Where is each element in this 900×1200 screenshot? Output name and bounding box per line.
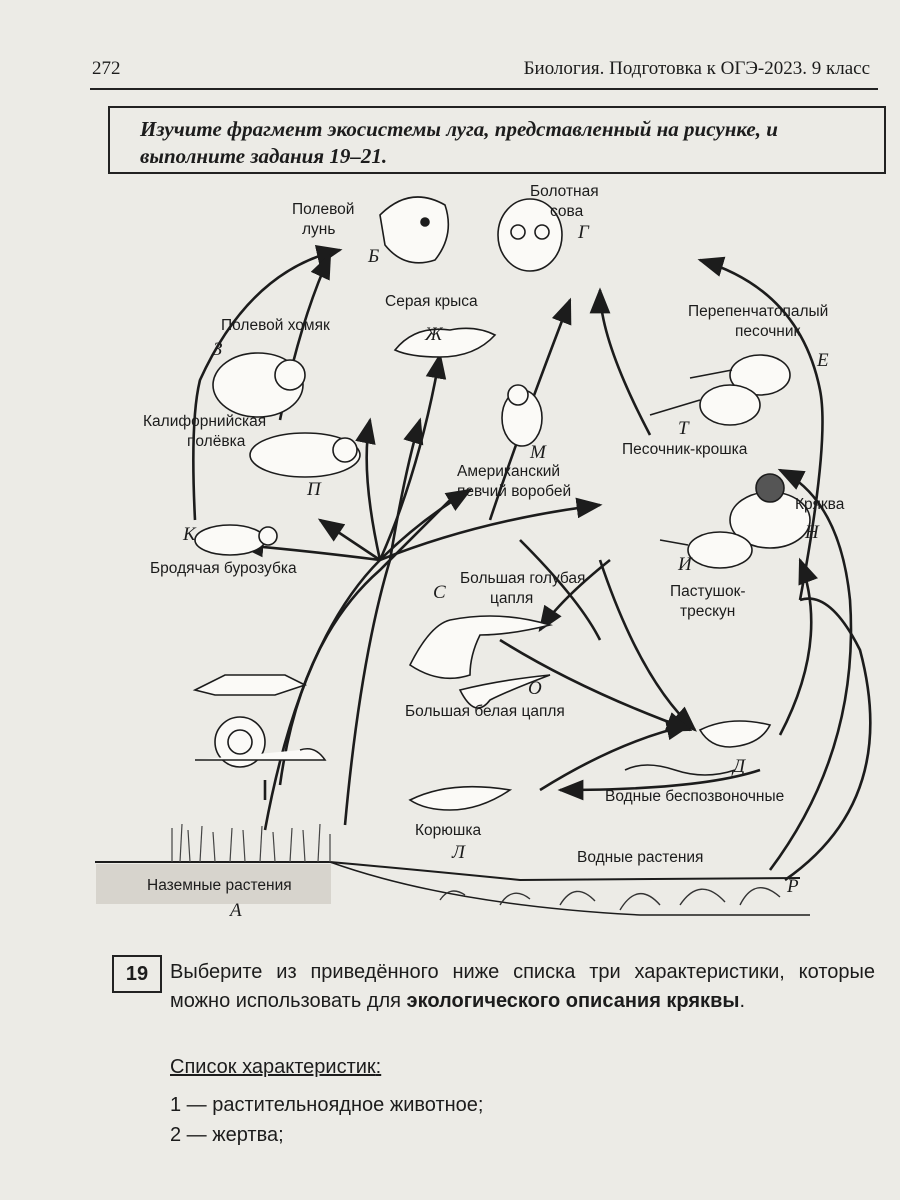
label-golubaya-tsaplya-1: Большая голубая xyxy=(460,570,586,587)
letter-b: Б xyxy=(368,246,380,267)
letter-t: Т xyxy=(678,418,689,439)
book-title: Биология. Подготовка к ОГЭ-2023. 9 класс xyxy=(523,58,870,79)
label-polevoy-lun-1: Полевой xyxy=(292,201,355,218)
page-number: 272 xyxy=(92,58,121,79)
label-perepenchatopaly-2: песочник xyxy=(735,323,801,340)
question-text-part1: Выберите из приведённого ниже списка три характеристики, которые можно использовать для xyxy=(170,961,875,1012)
list-item: 1 — растительноядное животное; xyxy=(170,1094,484,1116)
rail-sketch xyxy=(660,532,752,568)
rat-sketch xyxy=(395,328,495,357)
food-web-diagram xyxy=(0,180,900,940)
label-seraya-krysa: Серая крыса xyxy=(385,293,478,310)
letter-o: О xyxy=(528,678,542,699)
label-bolotnaya-sova-2: сова xyxy=(550,203,584,220)
header-divider xyxy=(90,88,878,90)
list-heading-text: Список характеристик xyxy=(170,1056,376,1078)
question-text-part2: . xyxy=(739,990,745,1012)
label-kaliforn-polevka-2: полёвка xyxy=(187,433,246,450)
question-text xyxy=(170,958,875,1016)
smelt-sketch xyxy=(410,787,510,810)
label-belaya-tsaplya: Большая белая цапля xyxy=(405,703,565,720)
label-vodnye-rasteniya: Водные растения xyxy=(577,849,704,866)
worm-sketch xyxy=(625,765,735,775)
label-vodnye-bespozv: Водные беспозвоночные xyxy=(605,788,785,805)
letter-zh: Ж xyxy=(425,324,443,345)
least-sandpiper-sketch xyxy=(650,385,760,425)
label-polevoy-homyak: Полевой хомяк xyxy=(221,317,330,334)
list-heading xyxy=(170,1056,381,1079)
label-koryushka: Корюшка xyxy=(415,822,482,839)
question-text-bold: экологического описания кряквы xyxy=(406,990,740,1012)
letter-p: П xyxy=(307,479,321,500)
grasshopper-sketch xyxy=(195,675,305,695)
letter-m: М xyxy=(530,442,546,463)
vole-sketch xyxy=(250,433,360,477)
heron-sketch xyxy=(410,616,550,678)
letter-a: А xyxy=(230,900,242,921)
letter-d: Д xyxy=(733,756,746,777)
letter-i: И xyxy=(678,554,692,575)
task-instruction-box xyxy=(108,106,886,174)
letter-n: Н xyxy=(805,522,819,543)
label-kryakva: Кряква xyxy=(795,496,845,513)
label-burozubka: Бродячая бурозубка xyxy=(150,560,297,577)
letter-e: Е xyxy=(817,350,829,371)
hamster-sketch xyxy=(213,353,305,417)
letter-z: З xyxy=(213,339,223,360)
label-pastushok-2: трескун xyxy=(680,603,736,620)
letter-l: Л xyxy=(452,842,465,863)
shrew-sketch xyxy=(195,525,277,555)
list-heading-colon: : xyxy=(375,1056,382,1078)
label-pastushok-1: Пастушок- xyxy=(670,583,746,600)
sparrow-sketch xyxy=(502,385,542,446)
label-perepenchatopaly-1: Перепенчатопалый xyxy=(688,303,829,320)
task-instruction: Изучите фрагмент экосистемы луга, представленный на рисунке, и выполните задания 19–21. xyxy=(140,117,778,168)
harrier-sketch xyxy=(380,197,448,263)
label-pesochnik-kroshka: Песочник-крошка xyxy=(622,441,748,458)
crayfish-sketch xyxy=(700,721,770,747)
label-amer-vorobey-2: певчий воробей xyxy=(457,483,572,500)
label-amer-vorobey-1: Американский xyxy=(457,463,561,480)
label-polevoy-lun-2: лунь xyxy=(302,221,336,238)
letter-s: С xyxy=(433,582,446,603)
snail-sketch xyxy=(195,717,325,767)
label-bolotnaya-sova-1: Болотная xyxy=(530,183,599,200)
label-golubaya-tsaplya-2: цапля xyxy=(490,590,534,607)
letter-k: К xyxy=(183,524,196,545)
label-kaliforn-polevka-1: Калифорнийская xyxy=(143,413,267,430)
question-number: 19 xyxy=(112,955,162,993)
label-nazemnye-rasteniya: Наземные растения xyxy=(147,877,292,894)
list-item: 2 — жертва; xyxy=(170,1124,284,1146)
letter-g: Г xyxy=(578,222,589,243)
letter-r: Р xyxy=(787,876,799,897)
